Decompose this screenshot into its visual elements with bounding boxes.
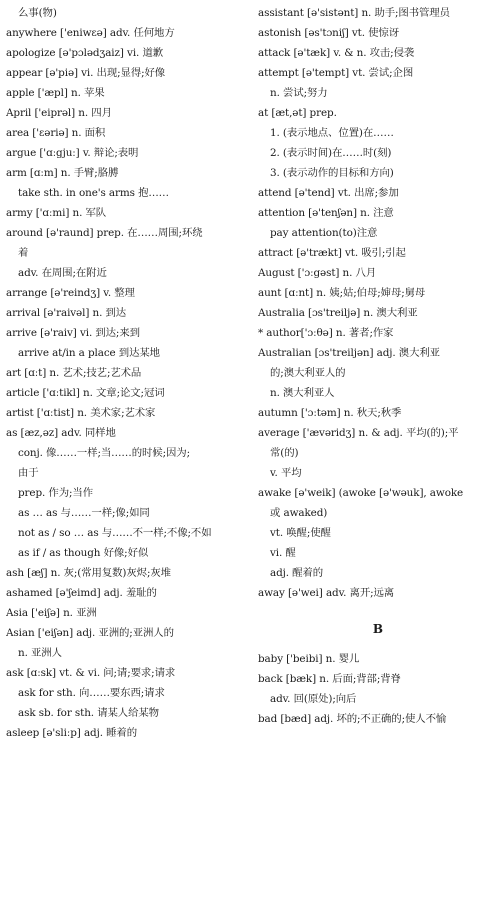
dictionary-line: n. 亚洲人 (18, 647, 62, 659)
dictionary-line: 2. (表示时间)在……时(刻) (270, 147, 392, 159)
dictionary-line: take sth. in one's arms 抱…… (18, 187, 169, 199)
dictionary-line: Australian [ɔs'treiljən] adj. 澳大利亚 (258, 347, 440, 359)
dictionary-line: 么事(物) (18, 7, 57, 19)
dictionary-line: average ['ævəridʒ] n. & adj. 平均(的);平 (258, 427, 459, 439)
dictionary-line: ash [æʃ] n. 灰;(常用复数)灰烬;灰堆 (6, 567, 171, 579)
dictionary-line: away [ə'wei] adv. 离开;远离 (258, 587, 395, 599)
dictionary-line: April ['eiprəl] n. 四月 (6, 107, 112, 119)
dictionary-line: August ['ɔːgəst] n. 八月 (258, 267, 377, 279)
dictionary-line: 常(的) (270, 447, 299, 459)
dictionary-line: astonish [əs'tɔniʃ] vt. 使惊讶 (258, 27, 400, 39)
dictionary-line: attempt [ə'tempt] vt. 尝试;企图 (258, 67, 414, 79)
dictionary-line: bad [bæd] adj. 坏的;不正确的;使人不愉 (258, 713, 447, 725)
dictionary-line: n. 尝试;努力 (270, 87, 328, 99)
dictionary-line: area ['ɛəriə] n. 面积 (6, 127, 106, 139)
dictionary-line: article ['ɑːtikl] n. 文章;论文;冠词 (6, 387, 165, 399)
dictionary-line: 3. (表示动作的目标和方向) (270, 167, 394, 179)
dictionary-line: n. 澳大利亚人 (270, 387, 335, 399)
dictionary-line: baby ['beibi] n. 婴儿 (258, 653, 360, 665)
dictionary-line: aunt [ɑːnt] n. 姨;姑;伯母;婶母;舅母 (258, 287, 426, 299)
dictionary-line: army ['ɑːmi] n. 军队 (6, 207, 107, 219)
dictionary-line: conj. 像……一样;当……的时候;因为; (18, 447, 190, 459)
dictionary-line: as [æz,əz] adv. 同样地 (6, 427, 116, 439)
dictionary-line: as if / as though 好像;好似 (18, 547, 149, 559)
dictionary-line: attract [ə'trækt] vt. 吸引;引起 (258, 247, 406, 259)
dictionary-line: attention [ə'tenʃən] n. 注意 (258, 207, 394, 219)
dictionary-line: around [ə'raund] prep. 在……周围;环绕 (6, 227, 203, 239)
dictionary-line: autumn ['ɔːtəm] n. 秋天;秋季 (258, 407, 402, 419)
right-column-entries-b (258, 649, 498, 729)
dictionary-line: adv. 在周围;在附近 (18, 267, 107, 279)
dictionary-line: * author['ɔːθə] n. 著者;作家 (258, 327, 394, 339)
dictionary-line: argue ['ɑːgjuː] v. 辩论;表明 (6, 147, 139, 159)
dictionary-line: vi. 醒 (270, 547, 296, 559)
dictionary-line: v. 平均 (270, 467, 302, 479)
dictionary-line: apple ['æpl] n. 苹果 (6, 87, 105, 99)
dictionary-line: arrange [ə'reindʒ] v. 整理 (6, 287, 135, 299)
dictionary-line: ask [ɑːsk] vt. & vi. 问;请;要求;请求 (6, 667, 176, 679)
dictionary-line: ask sb. for sth. 请某人给某物 (18, 707, 159, 719)
dictionary-line: ask for sth. 向……要东西;请求 (18, 687, 165, 699)
dictionary-line: pay attention(to)注意 (270, 227, 378, 239)
dictionary-line: 1. (表示地点、位置)在…… (270, 127, 394, 139)
dictionary-line: art [ɑːt] n. 艺术;技艺;艺术品 (6, 367, 142, 379)
dictionary-line: prep. 作为;当作 (18, 487, 93, 499)
dictionary-line: as … as 与……一样;像;如同 (18, 507, 150, 519)
dictionary-line: appear [ə'piə] vi. 出现;显得;好像 (6, 67, 166, 79)
left-column (6, 3, 248, 743)
dictionary-line: 的;澳大利亚人的 (270, 367, 346, 379)
dictionary-line: ashamed [ə'ʃeimd] adj. 羞耻的 (6, 587, 157, 599)
right-column (258, 3, 498, 729)
dictionary-line: anywhere ['eniwɛə] adv. 任何地方 (6, 27, 175, 39)
dictionary-line: vt. 唤醒;使醒 (270, 527, 331, 539)
dictionary-line: asleep [ə'sliːp] adj. 睡着的 (6, 727, 137, 739)
dictionary-line: apologize [ə'pɔlədʒaiz] vi. 道歉 (6, 47, 164, 59)
dictionary-line: adj. 醒着的 (270, 567, 324, 579)
dictionary-line: attend [ə'tend] vt. 出席;参加 (258, 187, 399, 199)
dictionary-line: arm [ɑːm] n. 手臂;胳膊 (6, 167, 119, 179)
dictionary-line: adv. 回(原处);向后 (270, 693, 357, 705)
dictionary-line: attack [ə'tæk] v. & n. 攻击;侵袭 (258, 47, 415, 59)
dictionary-line: 或 awaked) (270, 507, 328, 519)
dictionary-line: arrive [ə'raiv] vi. 到达;来到 (6, 327, 140, 339)
right-column-entries-a (258, 3, 498, 603)
dictionary-line: Australia [ɔs'treiljə] n. 澳大利亚 (258, 307, 418, 319)
dictionary-line: 着 (18, 247, 29, 259)
dictionary-line: awake [ə'weik] (awoke [ə'wəuk], awoke (258, 487, 464, 499)
dictionary-line: artist ['ɑːtist] n. 美术家;艺术家 (6, 407, 156, 419)
dictionary-line: at [æt,ət] prep. (258, 107, 337, 119)
dictionary-line: arrival [ə'raivəl] n. 到达 (6, 307, 127, 319)
dictionary-line: arrive at/in a place 到达某地 (18, 347, 160, 359)
section-heading-b: B (372, 622, 384, 636)
dictionary-line: not as / so … as 与……不一样;不像;不如 (18, 527, 212, 539)
dictionary-line: assistant [ə'sistənt] n. 助手;图书管理员 (258, 7, 450, 19)
dictionary-line: Asia ['eiʃə] n. 亚洲 (6, 607, 97, 619)
dictionary-line: Asian ['eiʃən] adj. 亚洲的;亚洲人的 (6, 627, 174, 639)
dictionary-line: back [bæk] n. 后面;背部;背脊 (258, 673, 401, 685)
dictionary-line: 由于 (18, 467, 39, 479)
